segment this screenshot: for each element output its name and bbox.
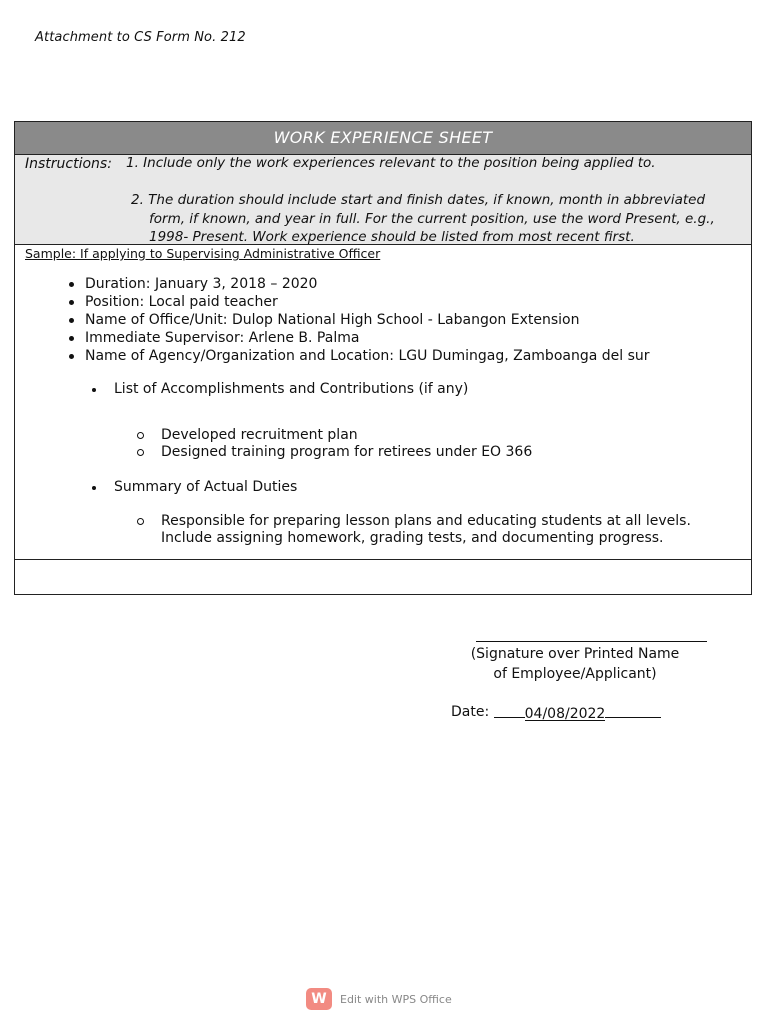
instructions-block <box>15 155 751 245</box>
date-blank-left <box>494 703 525 718</box>
circle-bullet-icon <box>137 449 144 456</box>
instruction-2 <box>126 191 746 247</box>
duty-item <box>137 513 691 547</box>
accomplishment-text: Developed recruitment plan <box>161 427 358 443</box>
signature-caption <box>440 644 710 684</box>
accomplishment-item <box>137 427 532 444</box>
signature-line <box>476 641 707 642</box>
experience-details-list <box>65 275 650 365</box>
signature-caption-line-2: of Employee/Applicant) <box>493 666 657 682</box>
duties-list <box>137 513 691 547</box>
sample-label: Sample: If applying to Supervising Administrative Officer <box>25 246 381 261</box>
detail-supervisor: Immediate Supervisor: Arlene B. Palma <box>65 329 650 347</box>
duties-heading: Summary of Actual Duties <box>92 479 297 495</box>
date-value: 04/08/2022 <box>524 706 606 722</box>
date-label: Date: <box>451 704 494 720</box>
wps-edit-link[interactable] <box>306 988 452 1010</box>
wps-logo-icon: W <box>306 988 332 1010</box>
instruction-1: 1. Include only the work experiences relevant to the position being applied to. <box>126 155 656 171</box>
wps-label: Edit with WPS Office <box>340 992 452 1006</box>
circle-bullet-icon <box>137 518 144 525</box>
sheet-title: WORK EXPERIENCE SHEET <box>15 122 751 155</box>
detail-agency: Name of Agency/Organization and Location: LGU Dumingag, Zamboanga del sur <box>65 347 650 365</box>
date-row <box>451 703 661 721</box>
accomplishments-heading: List of Accomplishments and Contributions (if any) <box>92 381 468 397</box>
instruction-2-line-2: form, if known, and year in full. For the current position, use the word Present, e.g., <box>149 210 715 227</box>
table-divider <box>15 559 751 560</box>
instruction-2-line-3: 1998- Present. Work experience should be listed from most recent first. <box>149 229 635 245</box>
attachment-header: Attachment to CS Form No. 212 <box>35 30 246 45</box>
accomplishments-list <box>137 427 532 461</box>
accomplishment-text: Designed training program for retirees under EO 366 <box>161 444 533 460</box>
accomplishment-item <box>137 444 532 461</box>
circle-bullet-icon <box>137 432 144 439</box>
detail-duration: Duration: January 3, 2018 – 2020 <box>65 275 650 293</box>
date-blank-right <box>605 703 661 718</box>
duty-text-line-2: Include assigning homework, grading tests, and documenting progress. <box>161 530 664 546</box>
detail-office: Name of Office/Unit: Dulop National High School - Labangon Extension <box>65 311 650 329</box>
detail-position: Position: Local paid teacher <box>65 293 650 311</box>
work-experience-sheet <box>14 121 752 595</box>
signature-caption-line-1: (Signature over Printed Name <box>470 646 680 662</box>
duty-text-line-1: Responsible for preparing lesson plans and educating students at all levels. <box>161 513 691 529</box>
instructions-label: Instructions: <box>25 156 112 172</box>
instruction-2-line-1: 2. The duration should include start and finish dates, if known, month in abbreviated <box>131 192 706 208</box>
